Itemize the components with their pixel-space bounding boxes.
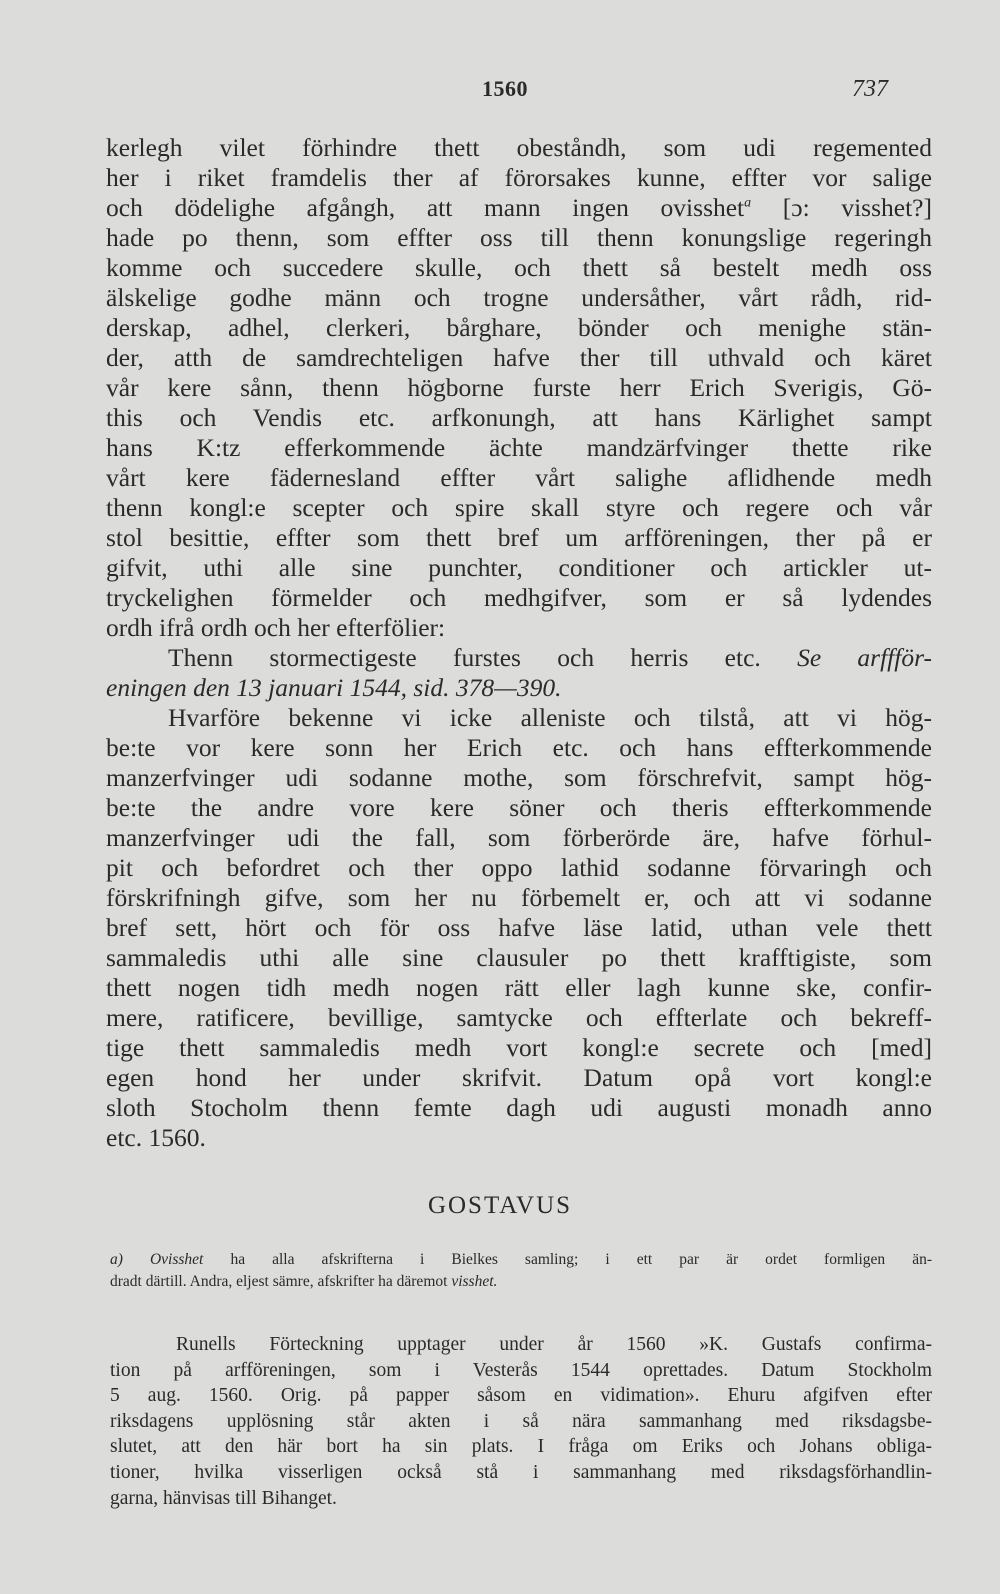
footnote-marker: a) <box>110 1251 123 1268</box>
editorial-line: slutet, att den här bort ha sin plats. I fråga om Eriks och Johans obliga- <box>110 1436 932 1458</box>
main-text <box>106 133 932 1153</box>
text-line: kerlegh vilet förhindre thett obeståndh, som udi regemented <box>106 133 932 162</box>
page-header <box>0 76 1000 106</box>
footnote-term: visshet. <box>451 1273 498 1290</box>
editorial-line: tioner, hvilka visserligen också stå i sammanhang med riksdagsförhandlin- <box>110 1461 932 1483</box>
text-line: manzerfvinger udi sodanne mothe, som förschrefvit, sampt hög- <box>106 763 932 792</box>
text-line: stol besittie, effter som thett bref um arfföreningen, ther på er <box>106 523 932 552</box>
text-line: hade po thenn, som effter oss till thenn konungslige regeringh <box>106 223 932 252</box>
editorial-line: riksdagens upplösning står akten i så nära sammanhang med riksdagsbe- <box>110 1410 932 1432</box>
editorial-line: garna, hänvisas till Bihanget. <box>110 1487 337 1509</box>
text-line <box>106 193 932 223</box>
text-line: mere, ratificere, bevillige, samtycke och effterlate och bekreff- <box>106 1003 932 1032</box>
text-line: be:te the andre vore kere söner och theris effterkommende <box>106 793 932 822</box>
footnote-line <box>110 1249 932 1271</box>
footnote <box>110 1249 932 1293</box>
text-line: sloth Stocholm thenn femte dagh udi augusti monadh anno <box>106 1093 932 1122</box>
text-line: hans K:tz efferkommende ächte mandzärfvinger thette rike <box>106 433 932 462</box>
text-line: derskap, adhel, clerkeri, bårghare, bönder och menighe stän- <box>106 313 932 342</box>
text-line: älskelige godhe männ och trogne undersåther, vårt rådh, rid- <box>106 283 932 312</box>
editorial-note <box>110 1332 932 1511</box>
editorial-line: 5 aug. 1560. Orig. på papper såsom en vidimation». Ehuru afgifven efter <box>110 1385 932 1407</box>
text-line: pit och befordret och ther oppo lathid sodanne förvaringh och <box>106 853 932 882</box>
text-line: gifvit, uthi alle sine punchter, conditioner och artickler ut- <box>106 553 932 582</box>
text-line: manzerfvinger udi the fall, som förberörde äre, hafve förhul- <box>106 823 932 852</box>
text-line: ordh ifrå ordh och her efterfölier: <box>106 613 446 642</box>
text-line: tryckelighen förmelder och medhgifver, som er så lydendes <box>106 583 932 612</box>
text-line: egen hond her under skrifvit. Datum opå vort kongl:e <box>106 1063 932 1092</box>
editorial-insert: [ɔ: visshet?] <box>751 193 932 222</box>
editorial-line: Runells Förteckning upptager under år 1560 »K. Gustafs confirma- <box>176 1334 932 1355</box>
citation-reference: Se arffför- <box>797 643 932 672</box>
page-number: 737 <box>852 76 888 102</box>
text-line: förskrifningh gifve, som her nu förbemelt er, och att vi sodanne <box>106 883 932 912</box>
footnote-line <box>110 1271 932 1293</box>
text-line: thett nogen tidh medh nogen rätt eller lagh kunne ske, confir- <box>106 973 932 1002</box>
text-line: this och Vendis etc. arfkonungh, att hans Kärlighet sampt <box>106 403 932 432</box>
footnote-marker: a <box>744 195 752 211</box>
text-line: sammaledis uthi alle sine clausuler po thett krafftigiste, som <box>106 943 932 972</box>
footnote-text: ha alla afskrifterna i Bielkes samling; i ett par är ordet formligen än- <box>230 1251 932 1268</box>
text-line: bref sett, hört och för oss hafve läse latid, uthan vele thett <box>106 913 932 942</box>
text-line: Hvarföre bekenne vi icke alleniste och tilstå, att vi hög- <box>168 703 932 732</box>
text-line: thenn kongl:e scepter och spire skall styre och regere och vår <box>106 493 932 522</box>
text-line: be:te vor kere sonn her Erich etc. och hans effterkommende <box>106 733 932 762</box>
text-line: vårt kere fädernesland effter vårt salighe aflidhende medh <box>106 463 932 492</box>
text-line: der, atth de samdrechteligen hafve ther till uthvald och käret <box>106 343 932 372</box>
text-line: vår kere sånn, thenn högborne furste herr Erich Sverigis, Gö- <box>106 373 932 402</box>
text-line: her i riket framdelis ther af förorsakes kunne, effter vor salige <box>106 163 932 192</box>
text-line: komme och succedere skulle, och thett så bestelt medh oss <box>106 253 932 282</box>
year-heading: 1560 <box>482 76 528 101</box>
citation-text: Thenn stormectigeste furstes och herris etc. <box>168 643 761 672</box>
footnote-text: dradt därtill. Andra, eljest sämre, afskrifter ha däremot <box>110 1273 448 1290</box>
signature: GOSTAVUS <box>427 1192 573 1219</box>
text-line-part: och dödelighe afgångh, att mann ingen ovisshet <box>106 193 745 222</box>
citation-line: eningen den 13 januari 1544, sid. 378—390. <box>106 673 562 702</box>
citation-line <box>106 643 932 673</box>
text-line: etc. 1560. <box>106 1123 206 1152</box>
footnote-term: Ovisshet <box>149 1251 204 1268</box>
editorial-line: tion på arfföreningen, som i Vesterås 1544 oprettades. Datum Stockholm <box>110 1359 932 1381</box>
text-line: tige thett sammaledis medh vort kongl:e secrete och [med] <box>106 1033 932 1062</box>
